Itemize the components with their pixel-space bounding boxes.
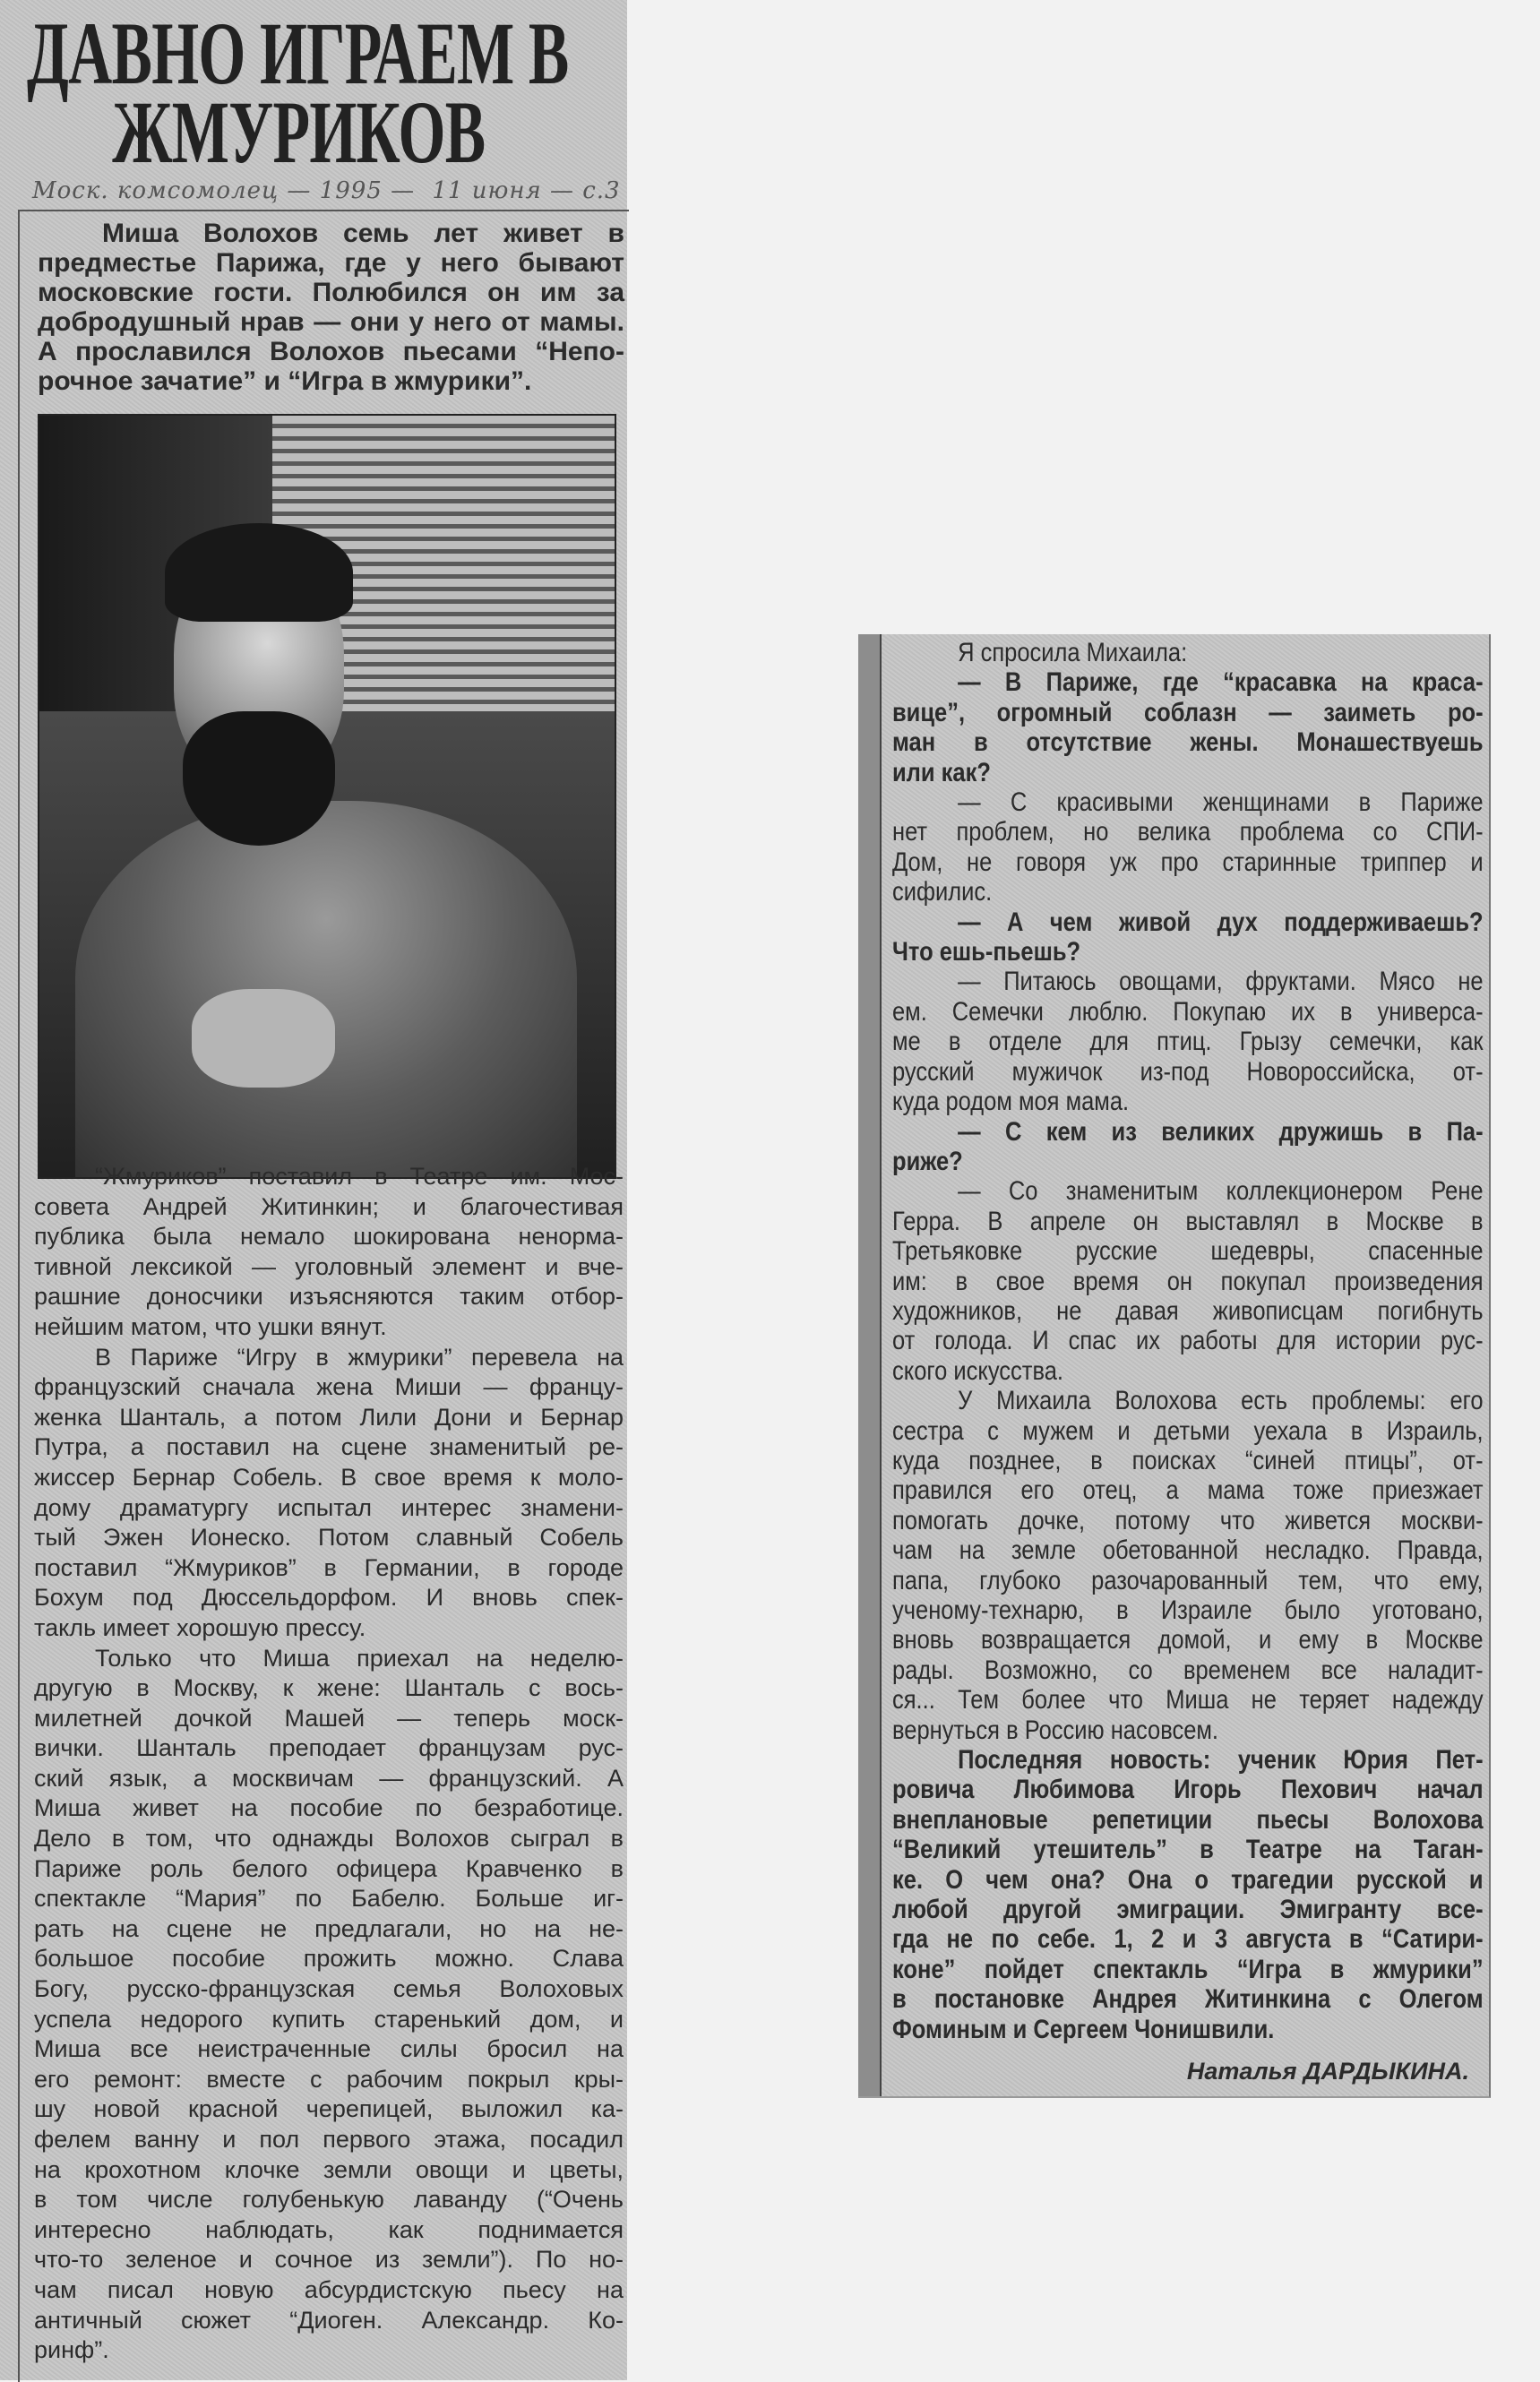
handwritten-source-note	[32, 177, 621, 204]
text-line: шу новой красной черепицей, выложил ка-	[34, 2095, 624, 2123]
text-line: — Со знаменитым коллекционером Рене	[958, 1176, 1484, 1207]
text-line: правился его отец, а мама тоже приезжает	[892, 1475, 1484, 1506]
text-line: или как?	[892, 757, 991, 787]
photo-hair	[165, 523, 353, 622]
text-line: французский сначала жена Миши — францу-	[34, 1373, 624, 1401]
text-line: ученому-технарю, в Израиле было уготовано,	[892, 1595, 1484, 1625]
text-line: рочное зачатие” и “Игра в жмурики”.	[38, 366, 532, 396]
paragraph	[892, 967, 1484, 1116]
text-line: ман в отсутствие жены. Монашествуешь	[892, 727, 1484, 758]
text-line: нет проблем, но велика проблема со СПИ-	[892, 817, 1484, 847]
paragraph	[892, 1117, 1484, 1177]
text-line: Париже роль белого офицера Кравченко в	[34, 1854, 624, 1882]
text-line: другую в Москву, к жене: Шанталь с вось-	[34, 1674, 624, 1702]
text-line: им: в свое время он покупал произведения	[892, 1266, 1484, 1296]
text-line: “Великий утешитель” в Театре на Таган-	[892, 1835, 1484, 1865]
text-line: любой другой эмиграции. Эмигранту все-	[892, 1895, 1484, 1925]
text-line: помогать дочке, потому что живется москви-	[892, 1505, 1484, 1535]
text-line: Дом, не говоря уж про старинные триппер и	[892, 847, 1484, 877]
text-line: чам на земле обетованной несладко. Правда,	[892, 1535, 1484, 1566]
text-line: в том числе голубенькую лаванду (“Очень	[34, 2186, 624, 2214]
text-line: — Питаюсь овощами, фруктами. Мясо не	[958, 967, 1484, 997]
text-line: — С кем из великих дружишь в Па-	[958, 1116, 1484, 1147]
right-clipping-edge	[858, 634, 882, 2096]
text-line: совета Андрей Житинкин; и благочестивая	[34, 1192, 624, 1220]
text-line: ся... Тем более что Миша не теряет надежду	[892, 1685, 1484, 1716]
photo-beard	[183, 711, 335, 846]
text-line: Миша все неистраченные силы бросил на	[34, 2035, 624, 2063]
text-line: папа, глубоко разочарованный тем, что ему,	[892, 1565, 1484, 1595]
text-line: в постановке Андрея Житинкина с Олегом	[892, 1984, 1484, 2015]
text-line: Богу, русско-французская семья Волоховых	[34, 1975, 624, 2003]
text-line: Миша живет на пособие по безработице.	[34, 1794, 624, 1822]
portrait-photo	[38, 414, 616, 1179]
text-line: интересно наблюдать, как поднимается	[34, 2215, 624, 2243]
right-article-body	[892, 638, 1484, 2044]
paragraph	[892, 907, 1484, 967]
text-line: его ремонт: вместе с рабочим покрыл кры-	[34, 2065, 624, 2093]
text-line: на крохотном клочке земли овощи и цветы,	[34, 2155, 624, 2183]
text-line: ме в отделе для птиц. Грызу семечки, как	[892, 1027, 1484, 1057]
text-line: вновь возвращается домой, и ему в Москве	[892, 1625, 1484, 1655]
text-line: Только что Миша приехал на неделю-	[95, 1644, 624, 1672]
paragraph	[34, 1162, 624, 1343]
text-line: куда родом моя мама.	[892, 1087, 1130, 1117]
text-line: рады. Возможно, со временем все наладит-	[892, 1655, 1484, 1685]
text-line: чам писал новую абсурдистскую пьесу на	[34, 2275, 624, 2303]
text-line: дому драматургу испытал интерес знамени-	[34, 1493, 624, 1521]
paragraph	[38, 219, 624, 396]
text-line: сифилис.	[892, 877, 993, 907]
text-line: публика была немало шокирована ненорма-	[34, 1223, 624, 1251]
text-line: Фоминым и Сергеем Чонишвили.	[892, 2014, 1275, 2044]
photo-hand	[192, 989, 335, 1088]
headline-line-1: ДАВНО ИГРАЕМ В	[27, 4, 569, 103]
text-line: ке. О чем она? Она о трагедии русской и	[892, 1864, 1484, 1895]
text-line: — С красивыми женщинами в Париже	[958, 787, 1484, 818]
text-line: ский язык, а москвичам — французский. А	[34, 1764, 624, 1792]
text-line: Третьяковке русские шедевры, спасенные	[892, 1236, 1484, 1267]
text-line: В Париже “Игру в жмурики” перевела на	[95, 1343, 624, 1371]
text-line: тый Эжен Ионеско. Потом славный Собель	[34, 1524, 624, 1552]
headline	[27, 4, 636, 182]
paragraph	[892, 638, 1484, 667]
text-line: московские гости. Полюбился он им за	[38, 278, 624, 307]
text-line: художников, не давая живописцам погибнуть	[892, 1295, 1484, 1326]
paragraph	[892, 1176, 1484, 1386]
text-line: Я спросила Михаила:	[958, 638, 1188, 667]
left-article-body	[34, 1162, 624, 2366]
text-line: ринф”.	[34, 2336, 109, 2364]
text-line: вернуться в Россию насовсем.	[892, 1715, 1219, 1745]
text-line: Что ешь-пьешь?	[892, 937, 1081, 967]
text-line: А прославился Волохов пьесами “Непо-	[38, 337, 624, 366]
text-line: предместье Парижа, где у него бывают	[38, 248, 624, 278]
text-line: рать на сцене не предлагали, но на не-	[34, 1914, 624, 1942]
text-line: гда не по себе. 1, 2 и 3 августа в “Сатири-	[892, 1924, 1484, 1955]
text-line: античный сюжет “Диоген. Александр. Ко-	[34, 2306, 624, 2334]
handwritten-note-line-1: Моск. комсомолец — 1995 —	[32, 177, 416, 204]
paragraph	[892, 1745, 1484, 2044]
text-line: — В Париже, где “красавка на краса-	[958, 667, 1484, 698]
text-line: успела недорого купить старенький дом, и	[34, 2005, 624, 2033]
photo-jacket	[75, 801, 577, 1179]
text-line: нейшим матом, что ушки вянут.	[34, 1312, 387, 1340]
text-line: вице”, огромный соблазн — заиметь ро-	[892, 697, 1484, 727]
text-line: поставил “Жмуриков” в Германии, в городе	[34, 1553, 624, 1581]
text-line: Дело в том, что однажды Волохов сыграл в	[34, 1825, 624, 1853]
text-line: такль имеет хорошую прессу.	[34, 1613, 366, 1641]
text-line: милетней дочкой Машей — теперь моск-	[34, 1704, 624, 1732]
text-line: Бохум под Дюссельдорфом. И вновь спек-	[34, 1584, 624, 1612]
text-line: что-то зеленое и сочное из земли”). По но-	[34, 2246, 624, 2274]
text-line: Миша Волохов семь лет живет в	[102, 219, 624, 248]
text-line: спектакле “Мария” по Бабелю. Больше иг-	[34, 1885, 624, 1913]
text-line: Герра. В апреле он выставлял в Москве в	[892, 1206, 1484, 1236]
text-line: жиссер Бернар Собель. В свое время к моло-	[34, 1463, 624, 1491]
text-line: женка Шанталь, а потом Лили Дони и Бернар	[34, 1403, 624, 1431]
paragraph	[892, 1386, 1484, 1745]
text-line: ровича Любимова Игорь Пехович начал	[892, 1775, 1484, 1805]
text-line: добродушный нрав — они у него от мамы.	[38, 307, 624, 337]
headline-line-2: ЖМУРИКОВ	[112, 82, 486, 182]
handwritten-note-line-2: 11 июня — с.3	[432, 177, 621, 204]
text-line: тивной лексикой — уголовный элемент и вче-	[34, 1252, 624, 1280]
text-line: У Михаила Волохова есть проблемы: его	[958, 1386, 1484, 1416]
text-line: сестра с мужем и детьми уехала в Израиль,	[892, 1415, 1484, 1446]
text-line: ского искусства.	[892, 1355, 1063, 1386]
text-line: большое пособие прожить можно. Слава	[34, 1945, 624, 1973]
paragraph	[892, 667, 1484, 787]
paragraph	[34, 1343, 624, 1644]
text-line: Путра, а поставил на сцене знаменитый ре-	[34, 1433, 624, 1461]
text-line: фелем ванну и пол первого этажа, посадил	[34, 2126, 624, 2153]
text-line: от голода. И спас их работы для истории рус-	[892, 1326, 1484, 1356]
text-line: коне” пойдет спектакль “Игра в жмурики”	[892, 1954, 1484, 1984]
paragraph	[892, 787, 1484, 907]
text-line: куда позднее, в поисках “синей птицы”, от-	[892, 1445, 1484, 1475]
text-line: внеплановые репетиции пьесы Волохова	[892, 1804, 1484, 1835]
text-line: — А чем живой дух поддерживаешь?	[958, 907, 1484, 937]
text-line: рашние доносчики изъясняются таким отбор-	[34, 1283, 624, 1311]
text-line: риже?	[892, 1146, 963, 1176]
text-line: вички. Шанталь преподает французам рус-	[34, 1734, 624, 1762]
text-line: ем. Семечки люблю. Покупаю их в универса-	[892, 996, 1484, 1027]
lead-paragraph	[38, 219, 624, 396]
text-line: Последняя новость: ученик Юрия Пет-	[958, 1745, 1484, 1776]
text-line: русский мужичок из-под Новороссийска, от-	[892, 1056, 1484, 1087]
text-line: “Жмуриков” поставил в Театре им. Мос-	[95, 1163, 624, 1190]
author-signature: Наталья ДАРДЫКИНА.	[1186, 2058, 1469, 2085]
paragraph	[34, 1644, 624, 2366]
